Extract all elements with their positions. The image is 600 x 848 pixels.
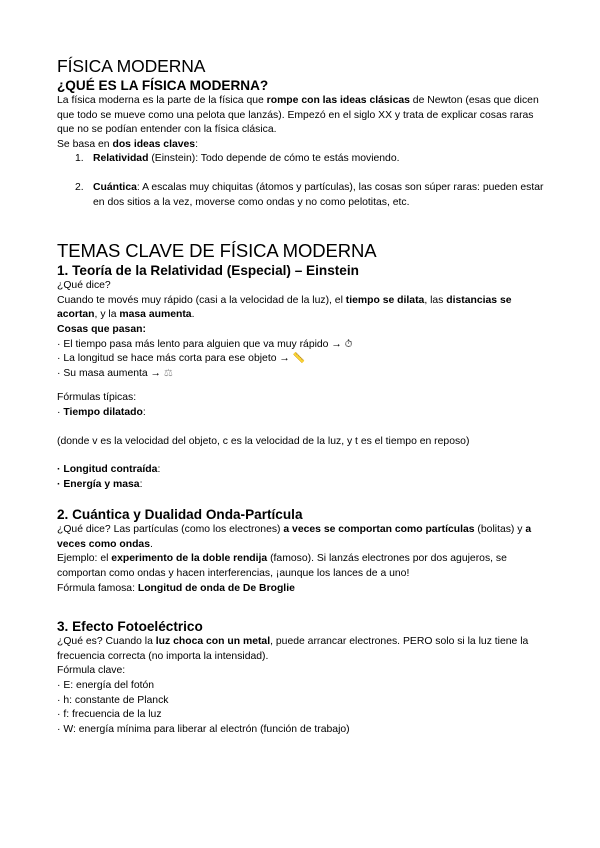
basis-line: Se basa en dos ideas claves:: [57, 138, 198, 150]
document-content: [57, 56, 547, 737]
list-item: 2. Cuántica: A escalas muy chiquitas (átomos y partículas), las cosas son súper raras: pueden estar en dos sitios a la vez, moverse como ondas y no como pelotitas, etc.: [75, 181, 544, 208]
ruler-icon: 📏: [292, 353, 306, 365]
longitud-contraida-line: · Longitud contraída:: [57, 464, 161, 476]
heading-relatividad: 1. Teoría de la Relatividad (Especial) – Einstein: [57, 263, 359, 279]
cuantica-paragraph: ¿Qué dice? Las partículas (como los electrones) a veces se comportan como partículas (bolitas) y a veces como ondas.: [57, 524, 532, 550]
relatividad-paragraph: Cuando te movés muy rápido (casi a la velocidad de la luz), el tiempo se dilata, las distancias se acortan, y la masa aumenta.: [57, 294, 512, 321]
question-que-dice: ¿Qué dice?: [57, 280, 111, 292]
heading-fotoelectrico: 3. Efecto Fotoeléctrico: [57, 619, 203, 635]
page-title: FÍSICA MODERNA: [57, 56, 206, 76]
list-item: · h: constante de Planck: [57, 694, 169, 706]
formula-clave-label: Fórmula clave:: [57, 665, 126, 677]
subtitle-que-es: ¿QUÉ ES LA FÍSICA MODERNA?: [57, 78, 269, 93]
heading-cuantica: 2. Cuántica y Dualidad Onda-Partícula: [57, 507, 303, 523]
ideas-list: [57, 152, 547, 210]
energia-masa-line: · Energía y masa:: [57, 478, 143, 490]
list-item: · E: energía del fotón: [57, 680, 155, 692]
formulas-tipicas-label: Fórmulas típicas:: [57, 392, 137, 404]
bullet-masa: · Su masa aumenta → ⚖: [57, 367, 173, 379]
scale-icon: ⚖: [163, 367, 173, 379]
bullet-longitud: · La longitud se hace más corta para ese objeto → 📏: [57, 353, 306, 365]
bullet-tiempo: · El tiempo pasa más lento para alguien que va muy rápido → ⏱: [57, 338, 353, 350]
formula-famosa-line: Fórmula famosa: Longitud de onda de De Broglie: [57, 582, 295, 594]
list-item: 1. Relatividad (Einstein): Todo depende de cómo te estás moviendo.: [75, 153, 400, 165]
variables-note: (donde v es la velocidad del objeto, c es la velocidad de la luz, y t es el tiempo en reposo): [57, 435, 470, 447]
intro-paragraph: La física moderna es la parte de la física que rompe con las ideas clásicas de Newton (esas que dicen que todo se mueve como una pelota que lanzás). Empezó en el siglo XX y trata de explicar cosas raras que no se podían entender con la física clásica.: [57, 95, 539, 136]
stopwatch-icon: ⏱: [344, 338, 353, 350]
fotoelectrico-paragraph: ¿Qué es? Cuando la luz choca con un metal, puede arrancar electrones. PERO solo si la luz tiene la frecuencia correcta (no importa la intensidad).: [57, 636, 529, 662]
list-item: · W: energía mínima para liberar al electrón (función de trabajo): [57, 723, 350, 735]
tiempo-dilatado-line: · Tiempo dilatado:: [57, 406, 146, 418]
section-title-temas: TEMAS CLAVE DE FÍSICA MODERNA: [57, 240, 377, 262]
cosas-que-pasan-label: Cosas que pasan:: [57, 323, 146, 335]
ejemplo-paragraph: Ejemplo: el experimento de la doble rendija (famoso). Si lanzás electrones por dos agujeros, se comportan como ondas y hacen interferencias, ¡aunque los lances de a uno!: [57, 553, 507, 580]
list-item: · f: frecuencia de la luz: [57, 709, 162, 721]
